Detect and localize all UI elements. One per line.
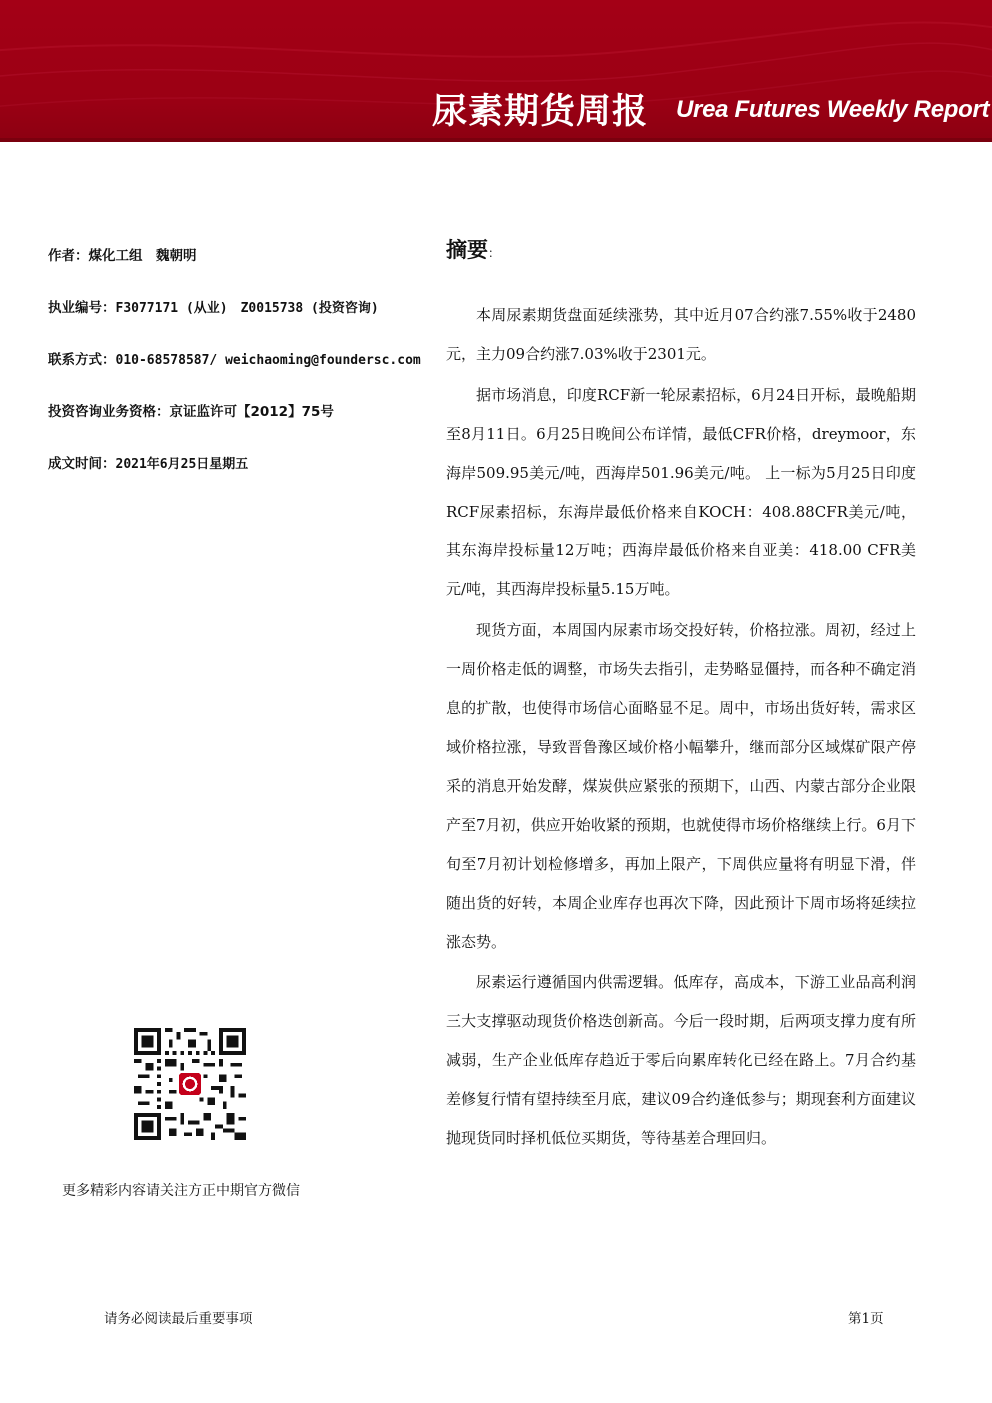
qr-caption: 更多精彩内容请关注方正中期官方微信 (62, 1183, 300, 1199)
license-label: 执业编号： (48, 300, 116, 316)
author-value: 煤化工组 魏朝明 (88, 248, 197, 264)
summary-heading-mark: ： (488, 246, 501, 260)
summary-paragraph-2: 据市场消息，印度RCF新一轮尿素招标，6月24日开标，最晚船期至8月11日。6月25日晚间公布详情，最低CFR价格，dreymoor，东海岸509.95美元/吨，西海岸501.96美元/吨。 上一标为5月25日印度RCF尿素招标，东海岸最低价格来自KOCH：408.88CFR美元/吨，其东海岸投标量12万吨；西海岸最低价格来自亚美：418.00 CFR美元/吨，其西海岸投标量5.15万吨。 (446, 385, 916, 599)
report-title-en: Urea Futures Weekly Report (676, 96, 990, 123)
summary-heading-text: 摘要 (446, 238, 488, 262)
footer-notice: 请务必阅读最后重要事项 (104, 1311, 253, 1327)
license-line (48, 296, 379, 316)
contact-label: 联系方式： (48, 352, 116, 368)
author-label: 作者： (48, 248, 89, 264)
summary-heading (446, 234, 500, 264)
report-title-cn: 尿素期货周报 (432, 92, 649, 132)
logo-icon (179, 1073, 201, 1095)
summary-paragraph-3: 现货方面，本周国内尿素市场交投好转，价格拉涨。周初，经过上一周价格走低的调整，市场失去指引，走势略显僵持，而各种不确定消息的扩散，也使得市场信心面略显不足。周中，市场出货好转，需求区域价格拉涨，导致晋鲁豫区域价格小幅攀升，继而部分区域煤矿限产停采的消息开始发酵，煤炭供应紧张的预期下，山西、内蒙古部分企业限产至7月初，供应开始收紧的预期，也就使得市场价格继续上行。6月下旬至7月初计划检修增多，再加上限产，下周供应量将有明显下滑，伴随出货的好转，本周企业库存也再次下降，因此预计下周市场将延续拉涨态势。 (446, 621, 916, 951)
wechat-qr-code (134, 1028, 246, 1140)
qualification-value: 京证监许可【2012】75号 (169, 404, 334, 420)
qualification-label: 投资咨询业务资格： (48, 404, 170, 420)
summary-paragraph-1: 本周尿素期货盘面延续涨势，其中近月07合约涨7.55%收于2480元，主力09合约涨7.03%收于2301元。 (446, 306, 916, 363)
header-banner (0, 0, 992, 142)
page-number: 第1页 (848, 1311, 884, 1327)
summary-body (446, 296, 916, 1160)
contact-value: 010-68578587/ weichaoming@foundersc.com (115, 353, 421, 368)
author-line (48, 244, 197, 264)
license-value: F3077171 (从业) Z0015738 (投资咨询) (115, 301, 379, 316)
date-value: 2021年6月25日星期五 (115, 457, 249, 472)
contact-line (48, 348, 421, 368)
summary-paragraph-4: 尿素运行遵循国内供需逻辑。低库存，高成本，下游工业品高利润三大支撑驱动现货价格迭创新高。今后一段时期，后两项支撑力度有所减弱，生产企业低库存趋近于零后向累库转化已经在路上。7月合约基差修复行情有望持续至月底，建议09合约逢低参与；期现套利方面建议抛现货同时择机低位买期货，等待基差合理回归。 (446, 973, 916, 1148)
date-label: 成文时间： (48, 456, 116, 472)
date-line (48, 452, 248, 472)
qualification-line (48, 400, 334, 420)
